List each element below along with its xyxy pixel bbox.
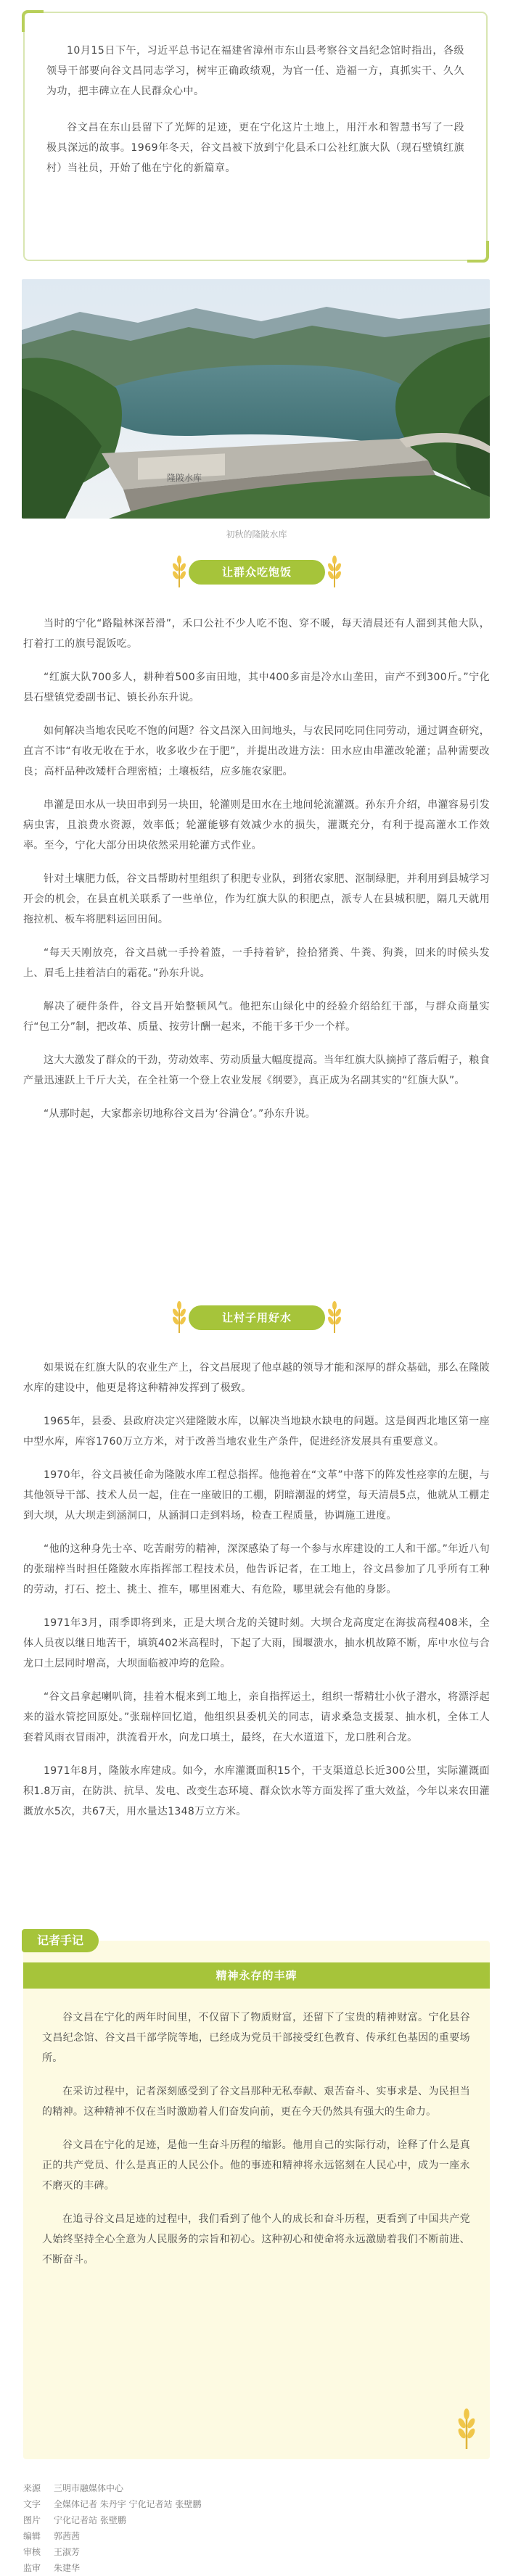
reservoir-photo [22, 279, 490, 519]
frame-corner-top-left [22, 10, 44, 32]
photo-caption: 初秋的隆陂水库 [226, 529, 287, 540]
frame-corner-bottom-right [467, 241, 489, 263]
paragraph: 1965年，县委、县政府决定兴建隆陂水库，以解决当地缺水缺电的问题。这是闽西北地区第一座中型水库，库容1760万立方米，对于改善当地农业生产条件，促进经济发展具有重要意义。 [23, 1416, 490, 1448]
reporter-note-tab: 记者手记 [22, 1929, 99, 1952]
paragraph: 当时的宁化“路隘林深苔滑”，禾口公社不少人吃不饱、穿不暖，每天清晨还有人溜到其他大队，打着打工的旗号混饭吃。 [23, 618, 490, 650]
credit-row: 编辑 郭茜茜 [23, 2531, 81, 2541]
section-banner-2 [0, 1305, 513, 1334]
wheat-icon [327, 1301, 342, 1333]
credits [23, 2480, 490, 2576]
intro-paragraph-2: 谷文昌在东山县留下了光辉的足迹，更在宁化这片土地上，用汗水和智慧书写了一段极具深远的故事。1969年冬天，谷文昌被下放到宁化县禾口公社红旗大队（现石壁镇红旗村）当社员，开始了他在宁化的新篇章。 [46, 122, 464, 174]
wheat-icon [171, 556, 187, 587]
paragraph: 谷文昌在宁化的两年时间里，不仅留下了物质财富，还留下了宝贵的精神财富。宁化县谷文昌纪念馆、谷文昌干部学院等地，已经成为党员干部接受红色教育、传承红色基因的重要场所。 [42, 2012, 470, 2064]
paragraph: 1971年8月，隆陂水库建成。如今，水库灌溉面积15个，干支渠道总长近300公里，实际灌溉面积1.8万亩，在防洪、抗旱、发电、改变生态环境、群众饮水等方面发挥了重大效益，今年以来农田灌溉放水5次，共67天，用水量达1348万立方米。 [23, 1765, 490, 1817]
intro-paragraph-1: 10月15日下午，习近平总书记在福建省漳州市东山县考察谷文昌纪念馆时指出，各级领导干部要向谷文昌同志学习，树牢正确政绩观，为官一任、造福一方，真抓实干、久久为功，把丰碑立在人民群众心中。 [46, 45, 464, 97]
paragraph: “他的这种身先士卒、吃苦耐劳的精神，深深感染了每一个参与水库建设的工人和干部。”年近八旬的张瑞梓当时担任隆陂水库指挥部工程技术员，他告诉记者，在工地上，谷文昌参加了几乎所有工种的劳动，打石、挖土、挑土、推车，哪里困难大、有危险，哪里就会有他的身影。 [23, 1543, 490, 1595]
section-title-1: 让群众吃饱饭 [189, 560, 325, 585]
paragraph: 1970年，谷文昌被任命为隆陂水库工程总指挥。他拖着在“文革”中落下的阵发性痉挛的左腿，与其他领导干部、技术人员一起，住在一座破旧的工棚，阴暗潮湿的烤堂，每天清晨5点，他就从工棚走到大坝，从大坝走到涵洞口，从涵洞口走到料场，检查工程质量，协调施工进度。 [23, 1469, 490, 1522]
paragraph: “红旗大队700多人，耕种着500多亩田地，其中400多亩是冷水山垄田，亩产不到300斤。”宁化县石壁镇党委副书记、镇长孙东升说。 [23, 672, 490, 703]
paragraph: 针对土壤肥力低，谷文昌帮助村里组织了积肥专业队，到猪农家肥、沤制绿肥，并利用到县城学习开会的机会，在县直机关联系了一些单位，作为红旗大队的积肥点，派专人在县城积肥，隔几天就用拖拉机、板车将肥料运回田间。 [23, 873, 490, 925]
section-2-body [23, 1358, 490, 1835]
paragraph: 这大大激发了群众的干劲，劳动效率、劳动质量大幅度提高。当年红旗大队摘掉了落后帽子，粮食产量迅速跃上千斤大关，在全社第一个登上农业发展《纲要》，真正成为名副其实的“红旗大队”。 [23, 1054, 490, 1086]
paragraph: 如何解决当地农民吃不饱的问题？谷文昌深入田间地头，与农民同吃同住同劳动，通过调查研究，直言不讳“有收无收在于水，收多收少在于肥”，并提出改进方法：田水应由串灌改轮灌；品种需要改良；高杆品种改矮杆合理密植；土壤板结，应多施农家肥。 [23, 725, 490, 777]
intro-card [23, 12, 488, 261]
wheat-icon [171, 1301, 187, 1333]
paragraph: 在追寻谷文昌足迹的过程中，我们看到了他个人的成长和奋斗历程，更看到了中国共产党人始终坚持全心全意为人民服务的宗旨和初心。这种初心和使命将永远激励着我们不断前进、不断奋斗。 [42, 2213, 470, 2266]
paragraph: 解决了硬件条件，谷文昌开始整顿风气。他把东山绿化中的经验介绍给红干部，与群众商量实行“包工分”制，把改革、质量、按劳计酬一起来，不能干多干少一个样。 [23, 1001, 490, 1033]
reporter-note-box [23, 1933, 490, 2459]
section-banner-1 [0, 560, 513, 589]
paragraph: “从那时起，大家都亲切地称谷文昌为‘谷满仓’。”孙东升说。 [44, 1108, 316, 1120]
reporter-note-title: 精神永存的丰碑 [23, 1962, 490, 1989]
section-title-2: 让村子用好水 [189, 1305, 325, 1330]
credit-row: 文字 全媒体记者 朱丹宇 宁化记者站 张壁鹏 [23, 2499, 202, 2509]
paragraph: “每天天刚放亮，谷文昌就一手拎着篮，一手持着铲，捡拾猪粪、牛粪、狗粪，回来的时候头发上、眉毛上挂着洁白的霜花。”孙东升说。 [23, 947, 490, 979]
paragraph: 在采访过程中，记者深刻感受到了谷文昌那种无私奉献、艰苦奋斗、实事求是、为民担当的精神。这种精神不仅在当时激励着人们奋发向前，更在今天仍然具有强大的生命力。 [42, 2086, 470, 2118]
credit-row: 审核 王淑芳 [23, 2547, 81, 2557]
paragraph: 如果说在红旗大队的农业生产上，谷文昌展现了他卓越的领导才能和深厚的群众基础，那么在隆陂水库的建设中，他更是将这种精神发挥到了极致。 [23, 1362, 490, 1394]
wheat-icon [327, 556, 342, 587]
reporter-note-body [42, 2007, 470, 2283]
paragraph: 1971年3月，雨季即将到来，正是大坝合龙的关键时刻。大坝合龙高度定在海拔高程408米，全体人员夜以继日地苦干，填筑402米高程时，下起了大雨，围堰溃水，抽水机故障不断，库中水位与合龙口土层同时增高，大坝面临被冲垮的危险。 [23, 1617, 490, 1669]
credit-row: 图片 宁化记者站 张壁鹏 [23, 2515, 126, 2525]
paragraph: “谷文昌拿起喇叭筒，挂着木棍来到工地上，亲自指挥运土，组织一帮精壮小伙子潜水，将漂浮起来的溢水管挖回原处。”张瑞梓回忆道，他组织县委机关的同志，请求桑急支援泵、抽水机，全体工人套着风雨衣冒雨冲，洪流看开水，向龙口填土，最终，在大水道道下，龙口胜利合龙。 [23, 1691, 490, 1743]
credit-row: 来源 三明市融媒体中心 [23, 2483, 124, 2493]
dam-sign-text: 隆陂水库 [167, 473, 202, 483]
credit-row: 监审 朱建华 [23, 2563, 81, 2573]
paragraph: 串灌是田水从一块田串到另一块田，轮灌则是田水在土地间轮流灌溉。孙东升介绍，串灌容易引发病虫害，且浪费水资源，效率低；轮灌能够有效减少水的损失，灌溉充分，有利于提高灌水工作效率。至今，宁化大部分田块依然采用轮灌方式作业。 [23, 799, 490, 851]
paragraph: 谷文昌在宁化的足迹，是他一生奋斗历程的缩影。他用自己的实际行动，诠释了什么是真正的共产党员、什么是真正的人民公仆。他的事迹和精神将永远铭刻在人民心中，成为一座永不磨灭的丰碑。 [42, 2139, 470, 2192]
wheat-icon [456, 2408, 477, 2449]
section-1-body [23, 614, 490, 1137]
